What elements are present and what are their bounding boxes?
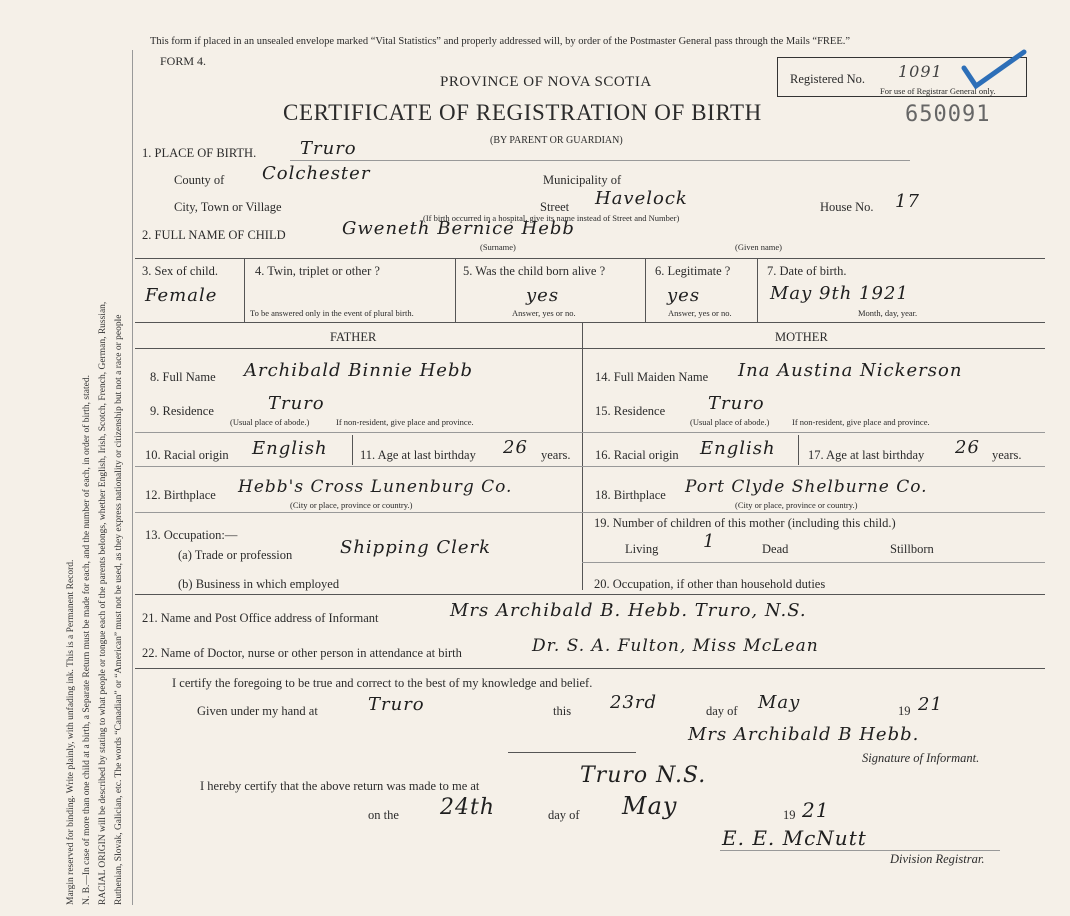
- given-year-value: 21: [918, 694, 943, 715]
- divider: [645, 258, 646, 322]
- county-value: Colchester: [262, 163, 371, 184]
- divider: [244, 258, 245, 322]
- doctor-value: Dr. S. A. Fulton, Miss McLean: [532, 636, 819, 656]
- day-of-label: day of: [706, 704, 738, 718]
- occupation-label: 13. Occupation:—: [145, 528, 238, 542]
- mother-race-value: English: [700, 438, 776, 459]
- signature-of-informant-label: Signature of Informant.: [862, 751, 980, 765]
- dead-label: Dead: [762, 542, 789, 556]
- on-the-label: on the: [368, 808, 399, 822]
- page-subtitle: (BY PARENT OR GUARDIAN): [490, 135, 623, 146]
- underline: [290, 160, 910, 161]
- certify-text: I certify the foregoing to be true and correct to the best of my knowledge and belief.: [172, 676, 593, 690]
- registrar-signature: E. E. McNutt: [722, 826, 867, 850]
- given-at-value: Truro: [368, 694, 425, 715]
- father-race-value: English: [252, 438, 328, 459]
- business-label: (b) Business in which employed: [178, 577, 340, 591]
- legitimate-value: yes: [667, 285, 701, 306]
- twin-note: To be answered only in the event of plural birth.: [250, 308, 414, 318]
- mother-name-label: 14. Full Maiden Name: [595, 370, 709, 384]
- divider: [352, 435, 353, 465]
- date-label: 7. Date of birth.: [767, 264, 847, 278]
- sex-value: Female: [145, 285, 218, 306]
- legitimate-label: 6. Legitimate ?: [655, 264, 731, 278]
- check-mark-icon: [960, 48, 1030, 98]
- rule: [135, 348, 1045, 349]
- legitimate-note: Answer, yes or no.: [668, 308, 732, 318]
- informant-label: 21. Name and Post Office address of Informant: [142, 611, 379, 625]
- year-prefix-label: 19: [898, 704, 911, 718]
- father-age-label: 11. Age at last birthday: [360, 448, 476, 462]
- this-label: this: [553, 704, 572, 718]
- return-year-value: 21: [802, 798, 830, 822]
- mother-birthplace-label: 18. Birthplace: [595, 488, 666, 502]
- father-years-label: years.: [541, 448, 571, 462]
- given-hand-label: Given under my hand at: [197, 704, 318, 718]
- return-day-of-label: day of: [548, 808, 580, 822]
- father-nonres-note: If non-resident, give place and province.: [336, 417, 474, 427]
- postal-notice: This form if placed in an unsealed envelope marked “Vital Statistics” and properly addressed will, by order of the Postmaster General pass through the Mails “FREE.”: [150, 36, 851, 47]
- rule: [135, 594, 1045, 595]
- side-note-racial-origin: RACIAL ORIGIN will be described by stating to what people or tongue each of the parents belongs, whether English, Irish, Scotch, French, German, Russian,: [98, 301, 108, 905]
- rule: [508, 752, 636, 753]
- mother-cityplace-note: (City or place, province or country.): [735, 500, 858, 510]
- father-race-label: 10. Racial origin: [145, 448, 229, 462]
- mother-age-value: 26: [955, 437, 980, 458]
- city-label: City, Town or Village: [174, 200, 282, 214]
- date-note: Month, day, year.: [858, 308, 918, 318]
- father-age-value: 26: [503, 437, 528, 458]
- alive-value: yes: [526, 285, 560, 306]
- given-month-value: May: [758, 692, 801, 713]
- municipality-label: Municipality of: [543, 173, 622, 187]
- margin-line: [132, 50, 133, 905]
- sex-label: 3. Sex of child.: [142, 264, 219, 278]
- given-day-value: 23rd: [610, 692, 658, 713]
- doctor-label: 22. Name of Doctor, nurse or other person in attendance at birth: [142, 646, 462, 660]
- registered-label: Registered No.: [790, 72, 865, 86]
- hospital-note: (If birth occurred in a hospital, give its name instead of Street and Number): [423, 213, 680, 223]
- rule: [135, 668, 1045, 669]
- mother-race-label: 16. Racial origin: [595, 448, 679, 462]
- divider: [798, 435, 799, 465]
- house-label: House No.: [820, 200, 874, 214]
- father-residence-label: 9. Residence: [150, 404, 214, 418]
- divider: [455, 258, 456, 322]
- father-cityplace-note: (City or place, province or country.): [290, 500, 413, 510]
- trade-label: (a) Trade or profession: [178, 548, 293, 562]
- twin-label: 4. Twin, triplet or other ?: [255, 264, 380, 278]
- stamp-number: 650091: [905, 102, 991, 127]
- form-number: FORM 4.: [160, 54, 207, 68]
- child-name-value: Gweneth Bernice Hebb: [342, 218, 575, 239]
- province-heading: PROVINCE OF NOVA SCOTIA: [440, 74, 652, 90]
- street-value: Havelock: [595, 188, 688, 209]
- street-label: Street: [540, 200, 570, 214]
- registered-number: 1091: [898, 62, 943, 81]
- divider: [757, 258, 758, 322]
- registered-note: For use of Registrar General only.: [880, 86, 996, 96]
- living-label: Living: [625, 542, 659, 556]
- father-abode-note: (Usual place of abode.): [230, 417, 310, 427]
- return-day-value: 24th: [440, 795, 496, 820]
- mother-name-value: Ina Austina Nickerson: [738, 360, 963, 381]
- rule: [135, 432, 1045, 433]
- page-title: CERTIFICATE OF REGISTRATION OF BIRTH: [283, 100, 762, 125]
- informant-value: Mrs Archibald B. Hebb. Truro, N.S.: [450, 600, 807, 621]
- date-value: May 9th 1921: [770, 283, 909, 304]
- center-divider: [582, 322, 583, 590]
- child-name-label: 2. FULL NAME OF CHILD: [142, 228, 286, 242]
- house-value: 17: [895, 191, 920, 212]
- place-of-birth-value: Truro: [300, 138, 357, 159]
- mother-residence-value: Truro: [708, 393, 765, 414]
- father-birthplace-value: Hebb's Cross Lunenburg Co.: [238, 477, 513, 497]
- mother-occupation-label: 20. Occupation, if other than household duties: [594, 577, 826, 591]
- return-at-value: Truro N.S.: [580, 763, 707, 788]
- father-name-label: 8. Full Name: [150, 370, 216, 384]
- mother-nonres-note: If non-resident, give place and province.: [792, 417, 930, 427]
- rule: [135, 258, 1045, 259]
- rule: [720, 850, 1000, 851]
- mother-heading: MOTHER: [775, 330, 828, 344]
- mother-abode-note: (Usual place of abode.): [690, 417, 770, 427]
- alive-note: Answer, yes or no.: [512, 308, 576, 318]
- father-heading: FATHER: [330, 330, 377, 344]
- children-count-label: 19. Number of children of this mother (including this child.): [594, 516, 896, 530]
- mother-birthplace-value: Port Clyde Shelburne Co.: [685, 477, 928, 497]
- mother-residence-label: 15. Residence: [595, 404, 666, 418]
- county-label: County of: [174, 173, 225, 187]
- return-month-value: May: [622, 792, 678, 820]
- trade-value: Shipping Clerk: [340, 537, 492, 558]
- rule: [135, 512, 1045, 513]
- alive-label: 5. Was the child born alive ?: [463, 264, 606, 278]
- surname-note: (Surname): [480, 242, 516, 252]
- rule: [135, 466, 1045, 467]
- side-note-binding: Margin reserved for binding. Write plainly, with unfading ink. This is a Permanent Record.: [66, 559, 76, 905]
- place-of-birth-label: 1. PLACE OF BIRTH.: [142, 146, 257, 160]
- return-made-label: I hereby certify that the above return was made to me at: [200, 779, 480, 793]
- side-note-racial-origin-2: Ruthenian, Slovak, Galician, etc. The words “Canadian” or “American” must not be used, as they express nationality or citizenship but not a race or people: [114, 314, 124, 905]
- stillborn-label: Stillborn: [890, 542, 934, 556]
- mother-years-label: years.: [992, 448, 1022, 462]
- given-name-note: (Given name): [735, 242, 782, 252]
- informant-signature: Mrs Archibald B Hebb.: [688, 724, 920, 745]
- division-registrar-label: Division Registrar.: [890, 852, 985, 866]
- mother-age-label: 17. Age at last birthday: [808, 448, 925, 462]
- side-note-multiple-birth: N. B.—In case of more than one child at a birth, a Separate Return must be made for each, and the number of each, in order of birth, stated.: [82, 375, 92, 905]
- father-residence-value: Truro: [268, 393, 325, 414]
- return-year-prefix-label: 19: [783, 808, 796, 822]
- father-name-value: Archibald Binnie Hebb: [244, 360, 473, 381]
- living-value: 1: [703, 531, 716, 552]
- rule: [582, 562, 1045, 563]
- father-birthplace-label: 12. Birthplace: [145, 488, 216, 502]
- rule: [135, 322, 1045, 323]
